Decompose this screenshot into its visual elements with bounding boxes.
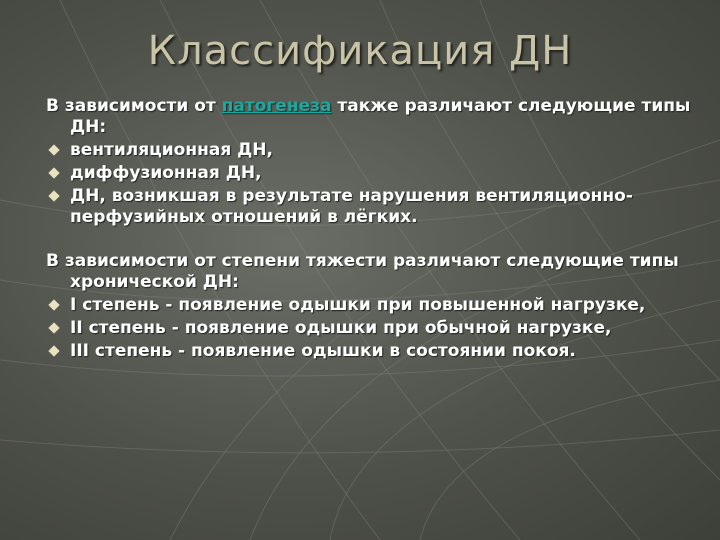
slide-body: [46, 96, 696, 364]
section-gap: [46, 230, 696, 251]
diamond-bullet-icon: [48, 144, 59, 155]
section1-intro-after: также различают следующие типы ДН:: [70, 96, 691, 137]
section1-intro: [46, 96, 696, 138]
list-item: [46, 186, 696, 228]
section1-intro-before: В зависимости от: [46, 96, 222, 116]
list-item: [46, 140, 696, 161]
diamond-bullet-icon: [48, 345, 59, 356]
list-item: [46, 341, 696, 362]
list-item-text: диффузионная ДН,: [70, 163, 262, 183]
list-item-text: III степень - появление одышки в состоянии покоя.: [70, 341, 576, 361]
list-item: [46, 163, 696, 184]
diamond-bullet-icon: [48, 299, 59, 310]
diamond-bullet-icon: [48, 322, 59, 333]
list-item-text: II степень - появление одышки при обычной нагрузке,: [70, 318, 612, 338]
list-item-text: вентиляционная ДН,: [70, 140, 273, 160]
section2-intro: В зависимости от степени тяжести различают следующие типы хронической ДН:: [46, 251, 679, 292]
slide-title: Классификация ДН: [147, 28, 573, 74]
diamond-bullet-icon: [48, 167, 59, 178]
list-item: [46, 318, 696, 339]
diamond-bullet-icon: [48, 190, 59, 201]
list-item: [46, 295, 696, 316]
section1-list: [46, 140, 696, 228]
list-item-text: ДН, возникшая в результате нарушения вентиляционно-перфузийных отношений в лёгких.: [70, 186, 633, 227]
pathogenesis-link[interactable]: патогенеза: [221, 96, 332, 116]
list-item-text: I степень - появление одышки при повышенной нагрузке,: [70, 295, 646, 315]
section2-list: [46, 295, 696, 362]
